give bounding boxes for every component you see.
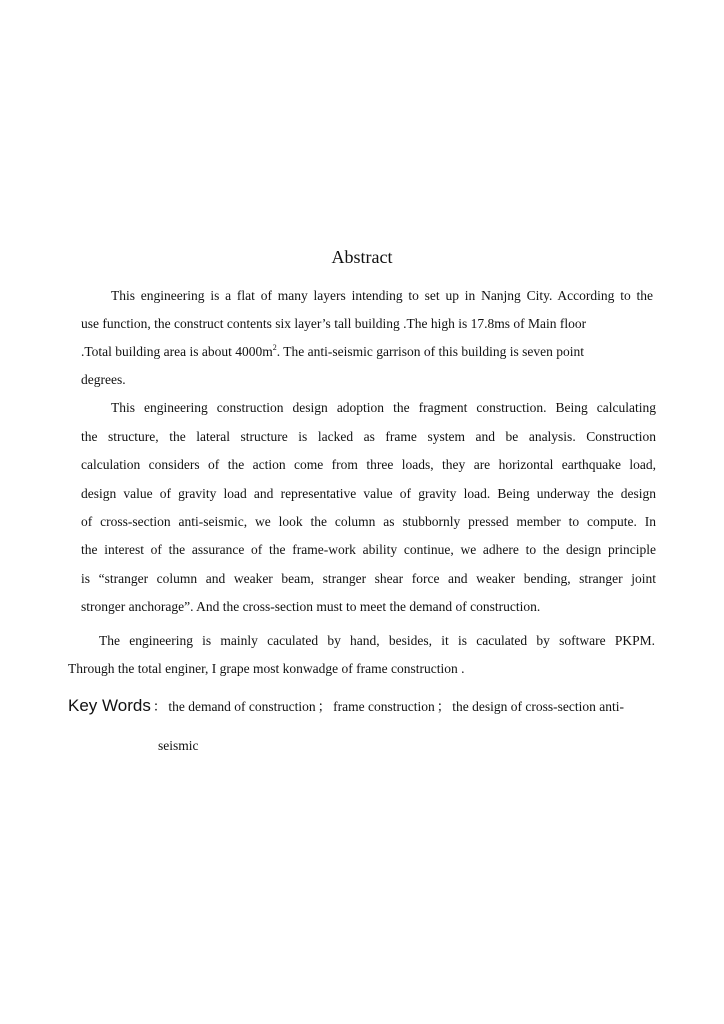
total-area-text: .Total building area is about 4000m xyxy=(81,344,273,359)
keywords-colon: ： xyxy=(152,699,167,714)
paragraph-1-line-3 xyxy=(81,343,584,361)
paragraph-2-line-8: stronger anchorage”. And the cross-section must to meet the demand of construction. xyxy=(81,599,541,614)
paragraph-1-line-1: This engineering is a flat of many layers intending to set up in Nanjng City. According to the xyxy=(111,288,653,303)
paragraph-2-line-7: is “stranger column and weaker beam, stranger shear force and weaker bending, stranger joint xyxy=(81,571,656,586)
paragraph-2-line-1: This engineering construction design adoption the fragment construction. Being calculating xyxy=(111,400,656,415)
paragraph-2-line-5: of cross-section anti-seismic, we look the column as stubbornly pressed member to compute. In xyxy=(81,514,656,529)
paragraph-2-line-4: design value of gravity load and representative value of gravity load. Being underway the design xyxy=(81,486,656,501)
paragraph-1-line-4: degrees. xyxy=(81,372,126,387)
paragraph-2-line-2: the structure, the lateral structure is lacked as frame system and be analysis. Construction xyxy=(81,429,656,444)
keywords-continuation: seismic xyxy=(158,738,199,753)
paragraph-2-line-6: the interest of the assurance of the frame-work ability continue, we adhere to the design principle xyxy=(81,542,656,557)
keyword-separator-2: ； xyxy=(436,699,451,714)
anti-seismic-text: . The anti-seismic garrison of this building is seven point xyxy=(276,344,584,359)
keyword-separator-1: ； xyxy=(317,699,332,714)
keyword-item-2: frame construction xyxy=(333,699,435,714)
keywords-label: Key Words xyxy=(68,696,151,715)
keyword-item-1: the demand of construction xyxy=(168,699,316,714)
paragraph-3-line-1: The engineering is mainly caculated by hand, besides, it is caculated by software PKPM. xyxy=(99,633,655,648)
area-superscript: 2 xyxy=(272,343,277,352)
keywords-row xyxy=(68,694,656,719)
abstract-title: Abstract xyxy=(331,247,393,267)
keyword-item-3: the design of cross-section anti- xyxy=(452,699,624,714)
paragraph-1-line-2: use function, the construct contents six layer’s tall building .The high is 17.8ms of Main floor xyxy=(81,316,587,331)
paragraph-3-line-2: Through the total enginer, I grape most konwadge of frame construction . xyxy=(68,661,465,676)
paragraph-2-line-3: calculation considers of the action come from three loads, they are horizontal earthquake load, xyxy=(81,457,656,472)
